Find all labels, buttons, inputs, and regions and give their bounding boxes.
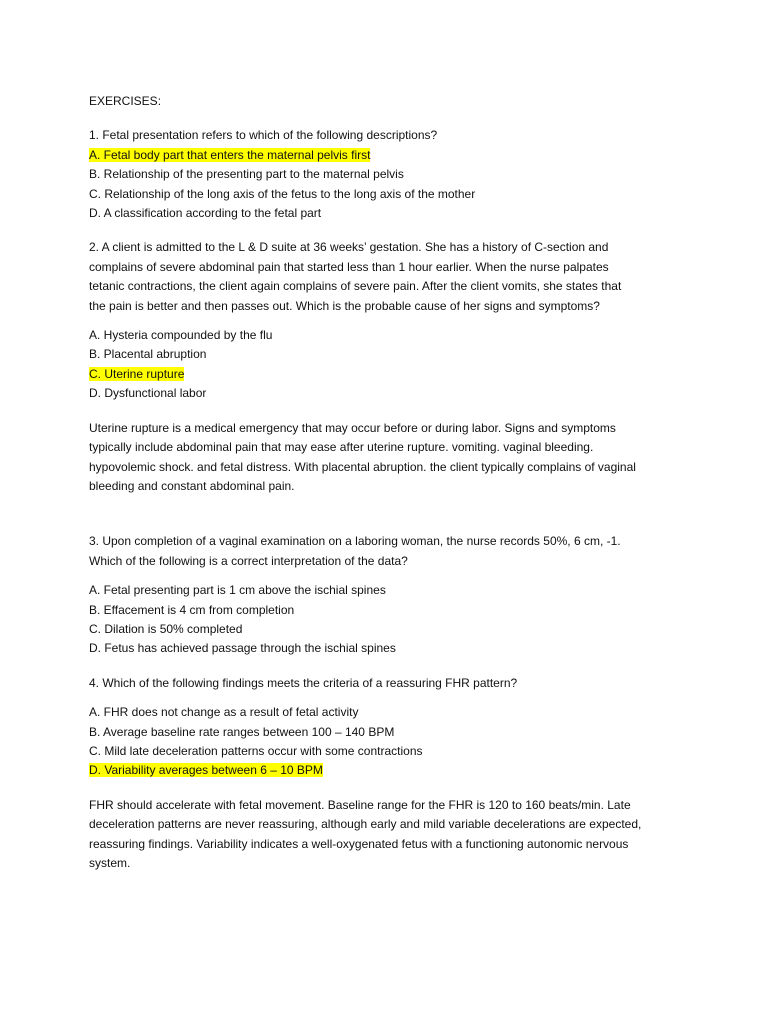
question-4-option-c: C. Mild late deceleration patterns occur with some contractions <box>89 743 423 758</box>
question-2-stem-line: complains of severe abdominal pain that started less than 1 hour earlier. When the nurse palpates <box>89 259 609 274</box>
question-4 <box>89 674 689 874</box>
question-4-explanation-line: reassuring findings. Variability indicates a well-oxygenated fetus with a functioning autonomic nervous <box>89 836 629 851</box>
question-2-explanation-line: bleeding and constant abdominal pain. <box>89 478 295 493</box>
question-2-option-c <box>89 365 689 384</box>
question-2-option-d: D. Dysfunctional labor <box>89 386 207 401</box>
question-1-option-c: C. Relationship of the long axis of the fetus to the long axis of the mother <box>89 186 476 201</box>
question-1-option-a <box>89 146 689 165</box>
question-3-option-c: C. Dilation is 50% completed <box>89 621 243 636</box>
question-3-stem-line: Which of the following is a correct interpretation of the data? <box>89 553 408 568</box>
answer-highlight: A. Fetal body part that enters the maternal pelvis first <box>89 147 371 162</box>
answer-highlight: D. Variability averages between 6 – 10 BPM <box>89 763 323 778</box>
answer-highlight: C. Uterine rupture <box>89 366 185 381</box>
question-4-stem: 4. Which of the following findings meets the criteria of a reassuring FHR pattern? <box>89 675 518 690</box>
question-2-option-b: B. Placental abruption <box>89 347 207 362</box>
document-page <box>89 92 689 873</box>
question-1-option-d: D. A classification according to the fetal part <box>89 206 322 221</box>
question-1 <box>89 126 689 223</box>
exercises-heading: EXERCISES: <box>89 94 162 108</box>
question-3-stem-line: 3. Upon completion of a vaginal examination on a laboring woman, the nurse records 50%, 6 cm, -1. <box>89 534 621 549</box>
question-4-explanation-line: FHR should accelerate with fetal movement. Baseline range for the FHR is 120 to 160 beats/min. Late <box>89 797 631 812</box>
question-3 <box>89 532 689 658</box>
question-2-option-a: A. Hysteria compounded by the flu <box>89 328 273 343</box>
question-1-option-b: B. Relationship of the presenting part to the maternal pelvis <box>89 167 404 182</box>
question-2-explanation-line: hypovolemic shock. and fetal distress. With placental abruption. the client typically complains of vaginal <box>89 459 636 474</box>
question-4-explanation-line: system. <box>89 856 131 870</box>
question-4-option-d <box>89 761 689 780</box>
question-3-option-d: D. Fetus has achieved passage through the ischial spines <box>89 641 396 656</box>
question-2-stem-line: the pain is better and then passes out. Which is the probable cause of her signs and symptoms? <box>89 298 600 313</box>
question-2 <box>89 238 689 496</box>
question-3-option-a: A. Fetal presenting part is 1 cm above the ischial spines <box>89 583 386 598</box>
question-2-explanation-line: typically include abdominal pain that may ease after uterine rupture. vomiting. vaginal bleeding. <box>89 440 594 455</box>
question-2-stem-line: tetanic contractions, the client again complains of severe pain. After the client vomits, she states that <box>89 279 622 294</box>
question-1-stem: 1. Fetal presentation refers to which of the following descriptions? <box>89 128 438 143</box>
question-2-explanation-line: Uterine rupture is a medical emergency that may occur before or during labor. Signs and symptoms <box>89 420 616 435</box>
question-3-option-b: B. Effacement is 4 cm from completion <box>89 602 295 617</box>
question-4-option-b: B. Average baseline rate ranges between 100 – 140 BPM <box>89 724 395 739</box>
question-4-option-a: A. FHR does not change as a result of fetal activity <box>89 705 359 720</box>
question-2-stem-line: 2. A client is admitted to the L & D suite at 36 weeks’ gestation. She has a history of C-section and <box>89 240 609 255</box>
question-4-explanation-line: deceleration patterns are never reassuring, although early and mild variable decelerations are expected, <box>89 817 642 832</box>
